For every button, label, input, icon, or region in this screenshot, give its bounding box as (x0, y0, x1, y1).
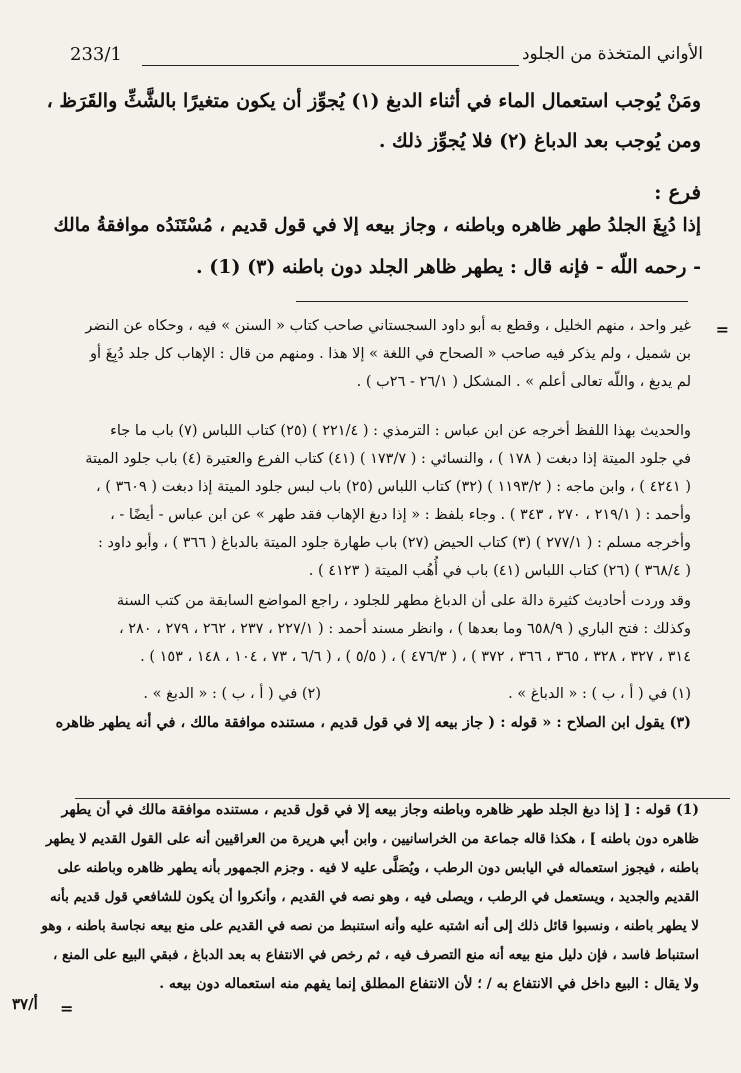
body-line-2: ومن يُوجب بعد الدباغ (٢) فلا يُجوِّز ذلك . (378, 130, 701, 152)
footnote-line: غير واحد ، منهم الخليل ، وقطع به أبو داود السجستاني صاحب كتاب « السنن » فيه ، وحكاه عن النضر (85, 318, 691, 334)
footnote-line: وقد وردت أحاديث كثيرة دالة على أن الدباغ مطهر للجلود ، راجع المواضع السابقة من كتب السنة (116, 593, 691, 609)
footnote-line: ٣١٤ ، ٣٢٧ ، ٣٢٨ ، ٣٦٥ ، ٣٦٦ ، ٣٧٢ ) ، ( ٤٧٦/٣ ) ، ( ٥/٥ ) ، ( ٦/٦ ، ٧٣ ، ١٠٤ ، ١٤٨ ، ١٥٣ ) . (140, 649, 691, 665)
footnote-line: في جلود الميتة إذا دبغت ( ١٧٨ ) ، والنسائي : ( ١٧٣/٧ ) (٤١) كتاب الفرع والعتيرة (٤) باب جلود الميتة (85, 451, 691, 467)
section-heading: فرع : (654, 180, 701, 204)
manuscript-folio-ref: أ/٣٧ (12, 995, 38, 1013)
header-rule (142, 65, 519, 66)
commentary-line: استنباط فاسد ، فإن دليل منع بيعه أنه منع التصرف فيه ، ثم رخص في الانتفاع به بعد الدباغ ، فبقي البيع على المنع ، (52, 947, 699, 963)
commentary-line: لا يطهر باطنه ، ونسبوا قائل ذلك إلى أنه اشتبه عليه وأنه استنبط من نصه في القديم على منع بيعه نجاسة باطنه ، وهو (41, 918, 699, 934)
commentary-line: باطنه ، فيجوز استعماله في اليابس دون الرطب ، ويُصَلَّى عليه لا فيه . وجزم الجمهور بأنه يطهر ظاهره وباطنه على (57, 860, 699, 876)
footnote-line: والحديث بهذا اللفظ أخرجه عن ابن عباس : الترمذي : ( ٢٢١/٤ ) (٢٥) كتاب اللباس (٧) باب ما جاء (110, 423, 691, 439)
page-number: 233/1 (70, 44, 122, 65)
footnote-separator (296, 301, 688, 302)
commentary-line: القديم والجديد ، ويستعمل في الرطب ، ويصلى فيه ، وهو نصه في القديم ، وأنكروا أن يكون للشافعي قول قديم بأنه (50, 889, 699, 905)
footnote-line: وأحمد : ( ٢١٩/١ ، ٢٧٠ ، ٣٤٣ ) . وجاء بلفظ : « إذا دبغ الإهاب فقد طهر » عن ابن عباس - أيضًا - ، (110, 507, 691, 523)
body-line-3: إذا دُبِغَ الجلدُ طهر ظاهره وباطنه ، وجاز بيعه إلا في قول قديم ، مُسْتَنَدُه موافقةُ مالك (53, 215, 701, 236)
footnote-line: لم يدبغ ، واللّه تعالى أعلم » . المشكل ( ٢٦/١ - ٢٦ب ) . (356, 374, 691, 390)
commentary-line: ظاهره دون باطنه ] ، هكذا قاله جماعة من الخراسانيين ، وابن أبي هريرة من العراقيين أنه على القول القديم لا يطهر (45, 831, 699, 847)
footnote-line: ( ٣٦٨/٤ ) (٢٦) كتاب اللباس (٤١) باب في أُهُب الميتة ( ٤١٢٣ ) . (308, 563, 691, 579)
variant-note-3: (٣) يقول ابن الصلاح : « قوله : ( جاز بيعه إلا في قول قديم ، مستنده موافقة مالك ، في أنه يطهر ظاهره (55, 714, 691, 731)
footnote-line: ( ٤٢٤١ ) ، وابن ماجه : ( ١١٩٣/٢ ) (٣٢) كتاب اللباس (٢٥) باب لبس جلود الميتة إذا دبغت ( ٣٦٠٩ ) ، (96, 479, 691, 495)
footnote-line: بن شميل ، ولم يذكر فيه صاحب « الصحاح في اللغة » إلا هذا . ومنهم من قال : الإهاب كل جلد دُبِغَ أو (90, 346, 691, 362)
variant-note-2: (٢) في ( أ ، ب ) : « الدبغ » . (143, 686, 321, 702)
footnote-continuation-mark: = (715, 320, 729, 339)
commentary-continuation-mark: = (60, 999, 74, 1018)
commentary-line: ولا يقال : البيع داخل في الانتفاع به / ؛ لأن الانتفاع المطلق إنما يفهم منه استعماله دون بيعه . (159, 976, 699, 992)
body-line-4: - رحمه اللّه - فإنه قال : يطهر ظاهر الجلد دون باطنه (٣) (1) . (196, 256, 701, 278)
running-title: الأواني المتخذة من الجلود (521, 44, 703, 64)
variant-note-1: (١) في ( أ ، ب ) : « الدباغ » . (508, 686, 691, 702)
footnote-line: وكذلك : فتح الباري ( ٦٥٨/٩ وما بعدها ) ، وانظر مسند أحمد : ( ٢٢٧/١ ، ٢٣٧ ، ٢٦٢ ، ٢٧٩ ، ٢٨٠ ، (118, 621, 691, 637)
body-line-1: ومَنْ يُوجب استعمال الماء في أثناء الدبغ (١) يُجوِّز أن يكون متغيرًا بالشَّثِّ والقَرَظ ، (46, 90, 701, 112)
footnote-line: وأخرجه مسلم : ( ٢٧٧/١ ) (٣) كتاب الحيض (٢٧) باب طهارة جلود الميتة بالدباغ ( ٣٦٦ ) ، وأبو داود : (97, 535, 691, 551)
commentary-line: (1) قوله : [ إذا دبغ الجلد طهر ظاهره وباطنه وجاز بيعه إلا في قول قديم ، مستنده موافقة مالك في أن يطهر (61, 802, 699, 818)
